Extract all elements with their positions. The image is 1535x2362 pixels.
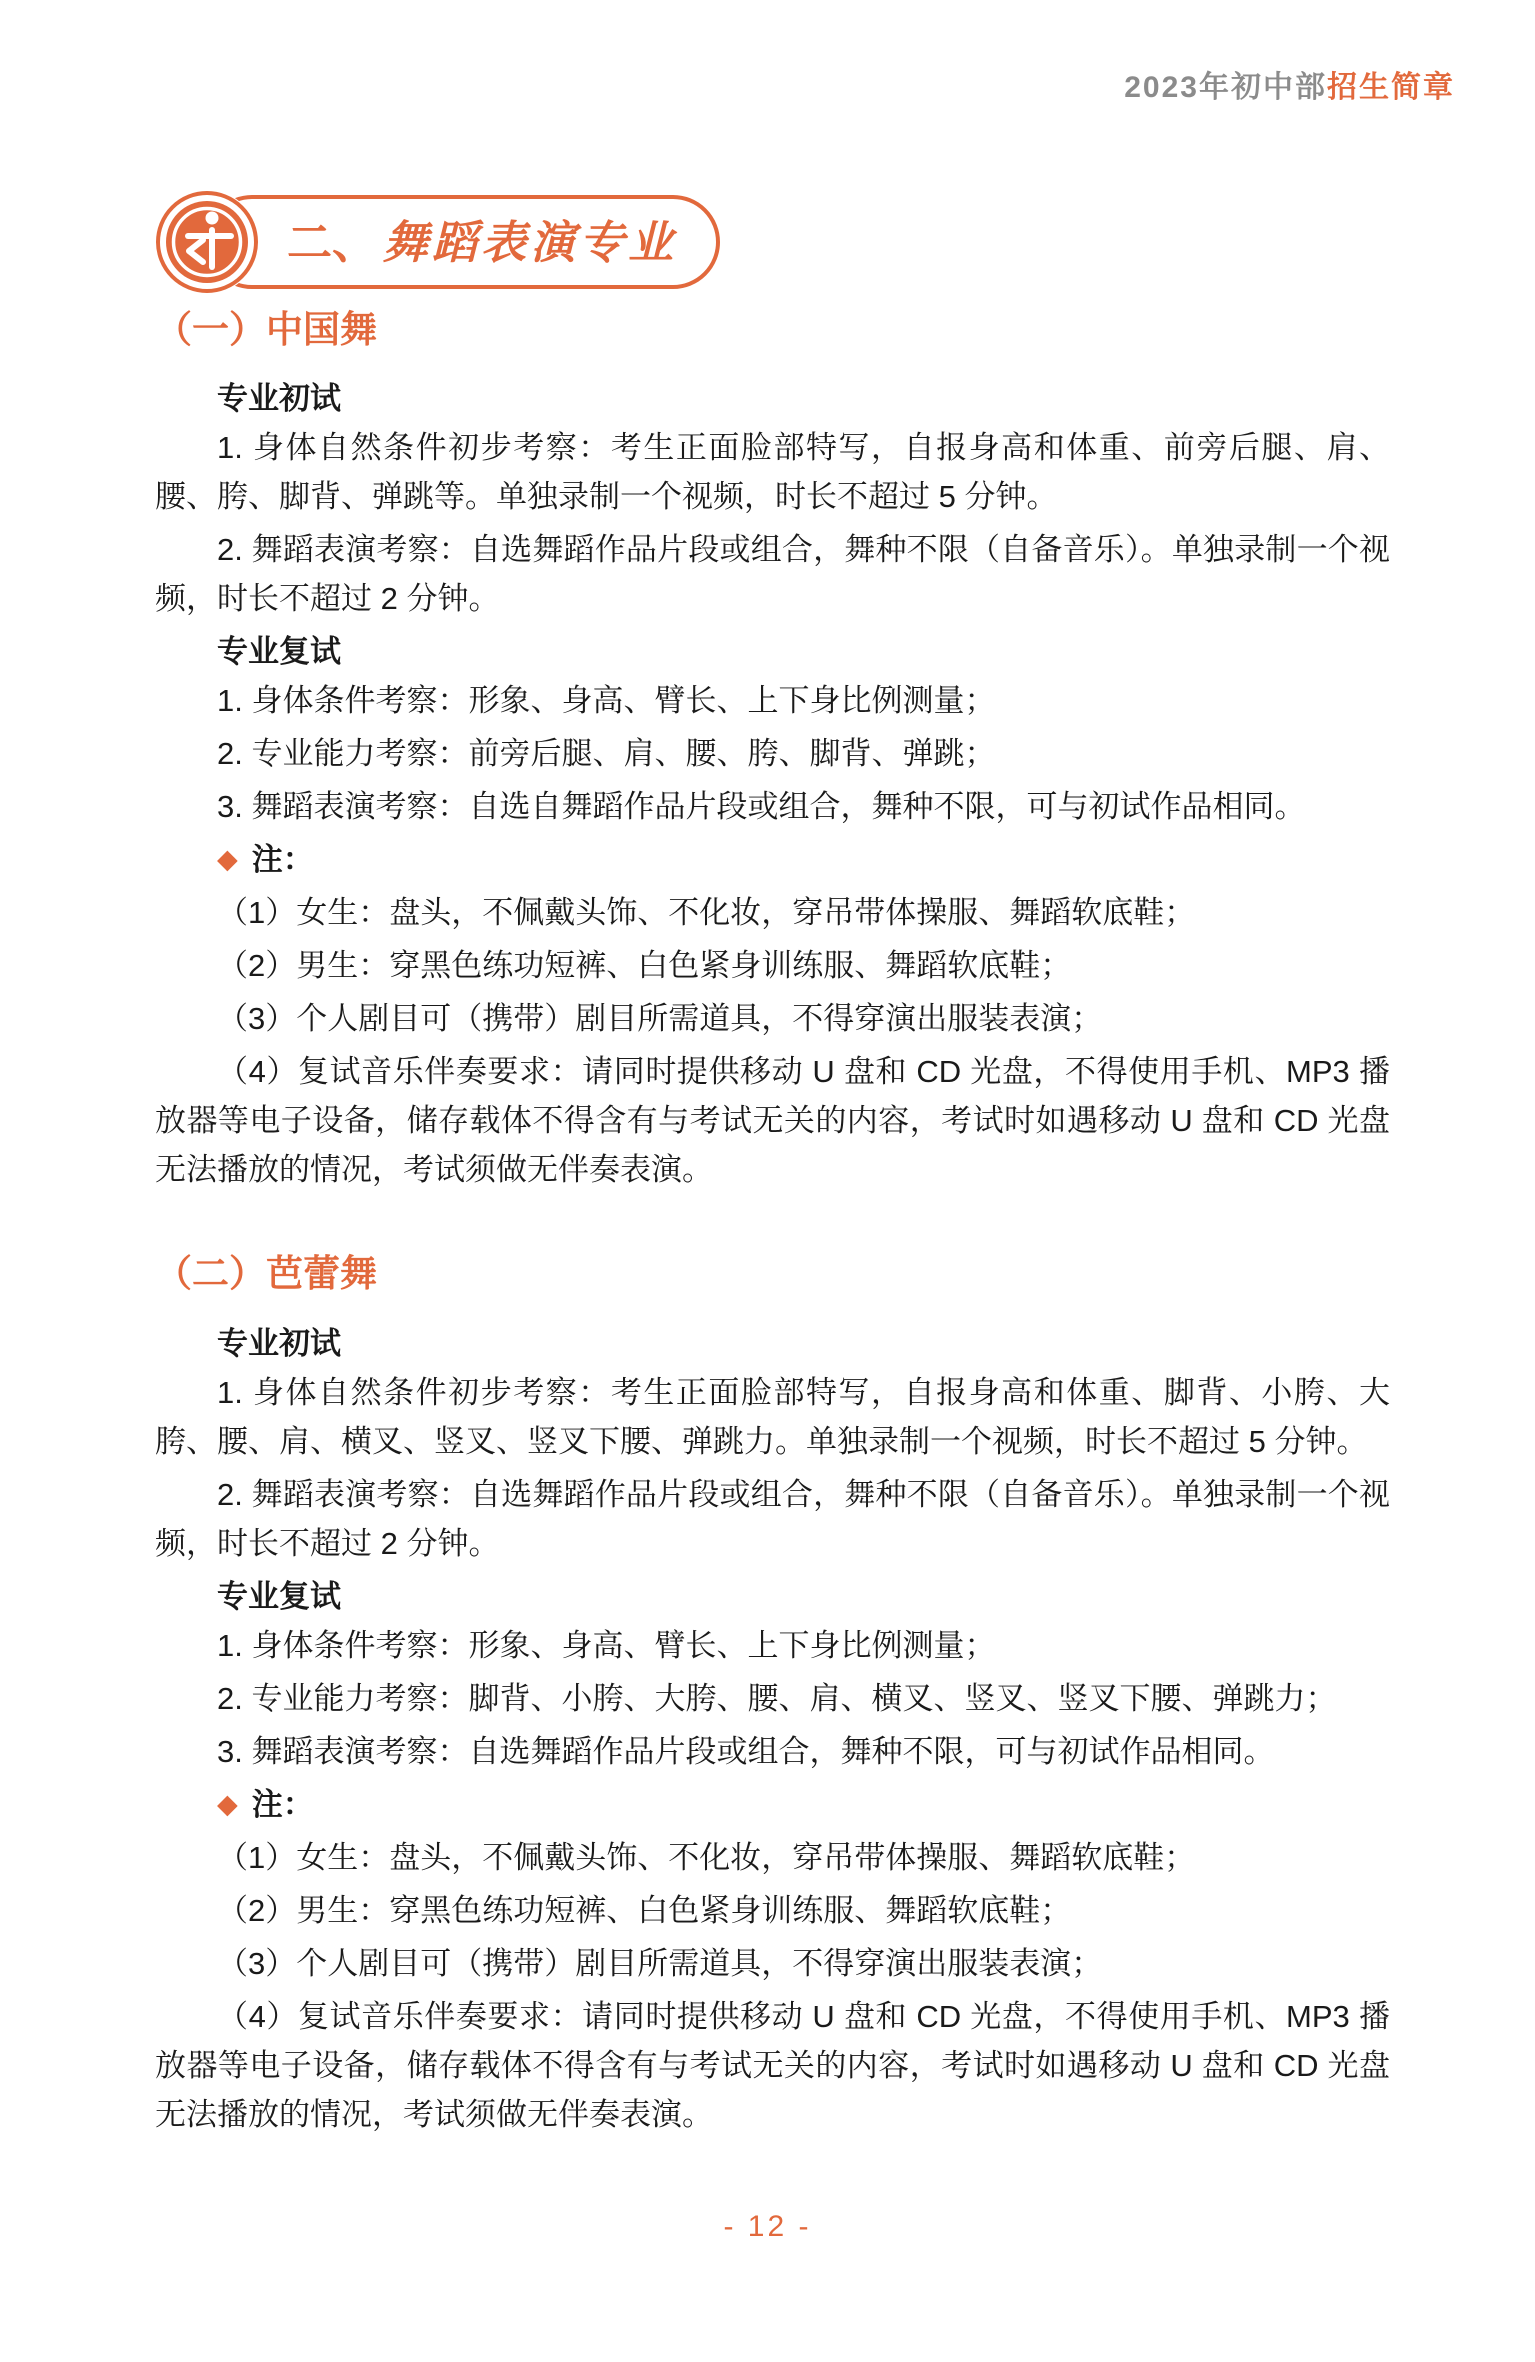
final-exam-item: 3. 舞蹈表演考察：自选舞蹈作品片段或组合，舞种不限，可与初试作品相同。 [217,1733,1275,1769]
chapter-number: 二、 [287,216,378,268]
preliminary-paragraph: 1. 身体自然条件初步考察：考生正面脸部特写，自报身高和体重、前旁后腿、肩、腰、胯、脚背、弹跳等。单独录制一个视频，时长不超过 5 分钟。 [155,430,1390,515]
dancer-icon [155,190,259,294]
final-exam-item: 1. 身体条件考察：形象、身高、臂长、上下身比例测量； [217,683,996,719]
preliminary-exam-label: 专业初试 [217,381,341,417]
preliminary-paragraph: 1. 身体自然条件初步考察：考生正面脸部特写，自报身高和体重、脚背、小胯、大胯、腰、肩、横叉、竖叉、竖叉下腰、弹跳力。单独录制一个视频，时长不超过 5 分钟。 [155,1374,1390,1459]
note-item: （3）个人剧目可（携带）剧目所需道具，不得穿演出服装表演； [217,1001,1103,1037]
note-heading [155,835,1390,884]
running-header [1124,62,1455,106]
final-exam-label: 专业复试 [217,634,341,670]
final-exam-label: 专业复试 [217,1578,341,1614]
diamond-icon: ◆ [217,844,238,875]
chapter-title-pill [205,195,720,289]
preliminary-paragraph: 2. 舞蹈表演考察：自选舞蹈作品片段或组合，舞种不限（自备音乐）。单独录制一个视频，时长不超过 2 分钟。 [155,532,1390,617]
diamond-icon: ◆ [217,1788,238,1819]
chapter-badge [155,190,1390,294]
final-exam-item: 2. 专业能力考察：脚背、小胯、大胯、腰、肩、横叉、竖叉、竖叉下腰、弹跳力； [217,1680,1337,1716]
page-number: - 12 - [723,2210,812,2243]
preliminary-exam-label: 专业初试 [217,1325,341,1361]
preliminary-paragraph: 2. 舞蹈表演考察：自选舞蹈作品片段或组合，舞种不限（自备音乐）。单独录制一个视频，时长不超过 2 分钟。 [155,1476,1390,1561]
note-item: （2）男生：穿黑色练功短裤、白色紧身训练服、舞蹈软底鞋； [217,948,1072,984]
note-item: （1）女生：盘头，不佩戴头饰、不化妆，穿吊带体操服、舞蹈软底鞋； [217,1839,1196,1875]
note-item: （4）复试音乐伴奏要求：请同时提供移动 U 盘和 CD 光盘，不得使用手机、MP3 播放器等电子设备，储存载体不得含有与考试无关的内容，考试时如遇移动 U 盘和 CD 光盘无法播放的情况，考试须做无伴奏表演。 [155,1998,1390,2132]
final-exam-item: 2. 专业能力考察：前旁后腿、肩、腰、胯、脚背、弹跳； [217,736,996,772]
final-exam-item: 3. 舞蹈表演考察：自选自舞蹈作品片段或组合，舞种不限，可与初试作品相同。 [217,789,1306,825]
chapter-title: 舞蹈表演专业 [383,216,678,268]
note-label: 注： [251,842,314,878]
section-heading-ballet: （二）芭蕾舞 [155,1253,377,1295]
note-label: 注： [251,1786,314,1822]
note-item: （1）女生：盘头，不佩戴头饰、不化妆，穿吊带体操服、舞蹈软底鞋； [217,895,1196,931]
header-brochure-text: 招生简章 [1327,71,1455,104]
section-heading-chinese-dance: （一）中国舞 [155,309,377,350]
final-exam-item: 1. 身体条件考察：形象、身高、臂长、上下身比例测量； [217,1627,996,1663]
note-item: （4）复试音乐伴奏要求：请同时提供移动 U 盘和 CD 光盘，不得使用手机、MP3 播放器等电子设备，储存载体不得含有与考试无关的内容，考试时如遇移动 U 盘和 CD 光盘无法播放的情况，考试须做无伴奏表演。 [155,1054,1390,1188]
note-item: （2）男生：穿黑色练功短裤、白色紧身训练服、舞蹈软底鞋； [217,1892,1072,1928]
note-item: （3）个人剧目可（携带）剧目所需道具，不得穿演出服装表演； [217,1945,1103,1981]
header-year-text: 2023年初中部 [1124,71,1327,104]
note-heading [155,1780,1390,1829]
